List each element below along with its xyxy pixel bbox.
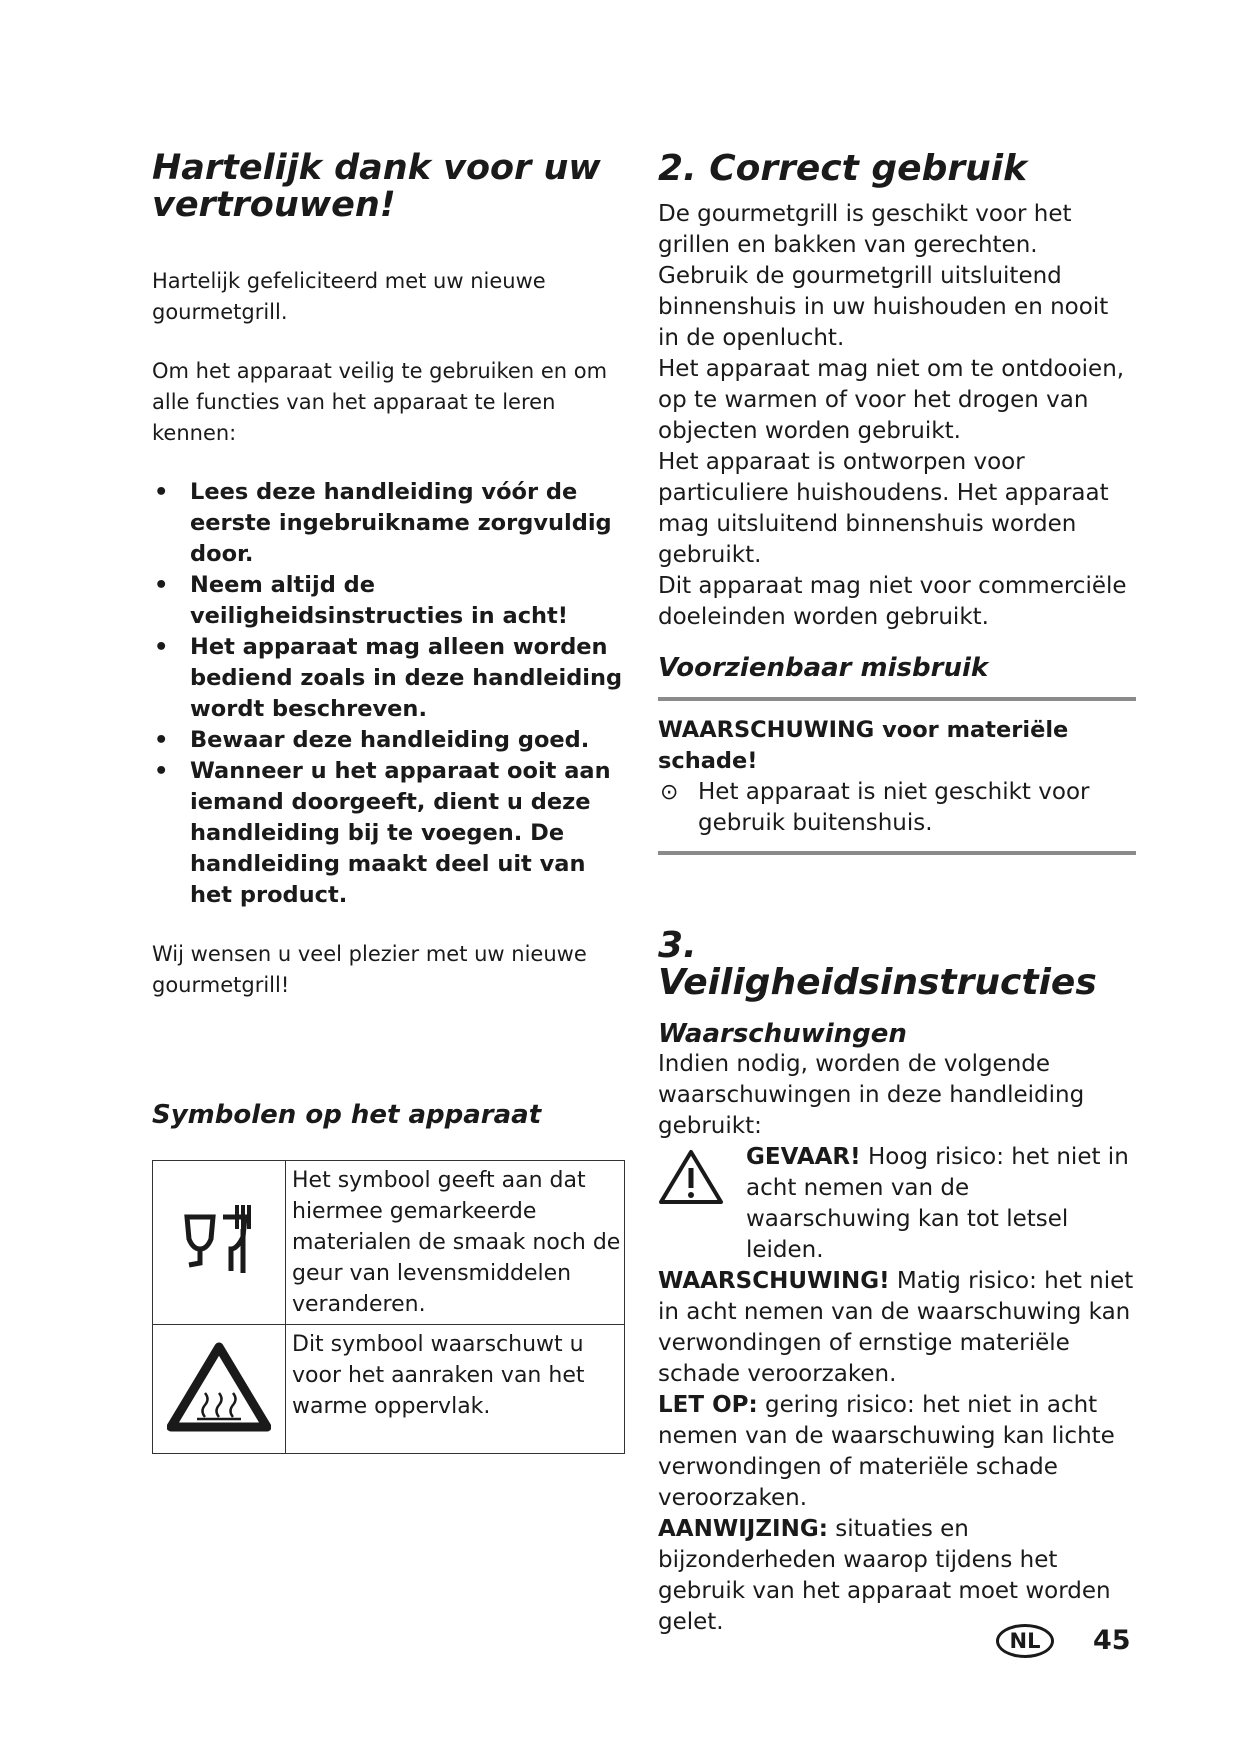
list-item: • Neem altijd de veiligheidsinstructies in acht!	[152, 570, 627, 632]
warnings-intro: Indien nodig, worden de volgende waarschuwingen in deze handleiding gebruikt:	[658, 1051, 1085, 1139]
language-badge: NL	[996, 1624, 1054, 1658]
closing-paragraph: Wij wensen u veel plezier met uw nieuwe gourmetgrill!	[152, 942, 587, 997]
food-safe-icon	[153, 1161, 286, 1325]
right-column	[658, 150, 1136, 1638]
caution-label: LET OP:	[658, 1392, 758, 1418]
misuse-heading: Voorzienbaar misbruik	[658, 653, 989, 683]
note-text: AANWIJZING: situaties en bijzonderheden waarop tijdens het gebruik van het apparaat moet worden gelet.	[658, 1516, 1111, 1635]
paragraph: De gourmetgrill is geschikt voor het grillen en bakken van gerechten.	[658, 201, 1072, 258]
intro-paragraph: Hartelijk gefeliciteerd met uw nieuwe gourmetgrill.	[152, 269, 546, 324]
warning-item	[658, 777, 1136, 839]
paragraph: Het apparaat mag niet om te ontdooien, op te warmen of voor het drogen van objecten worden gebruikt.	[658, 356, 1125, 444]
warning-title: WAARSCHUWING voor materiële schade!	[658, 717, 1069, 774]
section-3-title: 3. Veiligheidsinstructies	[658, 925, 1097, 1003]
danger-text: GEVAAR! Hoog risico: het niet in acht nemen van de waarschuwing kan tot letsel leiden.	[746, 1144, 1129, 1263]
list-item: • Het apparaat mag alleen worden bediend zoals in deze handleiding wordt beschreven.	[152, 632, 627, 725]
warning-label: WAARSCHUWING!	[658, 1268, 890, 1294]
symbols-table	[152, 1160, 625, 1454]
note-label: AANWIJZING:	[658, 1516, 828, 1542]
danger-label: GEVAAR!	[746, 1144, 861, 1170]
section-2-title: 2. Correct gebruik	[658, 148, 1028, 189]
danger-item	[658, 1142, 1136, 1266]
paragraph: Het apparaat is ontworpen voor particuliere huishoudens. Het apparaat mag uitsluitend binnenshuis worden gebruikt.	[658, 449, 1109, 568]
page-number: 45	[1093, 1625, 1131, 1656]
left-column	[152, 150, 627, 1001]
caution-text: LET OP: gering risico: het niet in acht nemen van de waarschuwing kan lichte verwondingen of materiële schade veroorzaken.	[658, 1392, 1115, 1511]
divider	[658, 851, 1136, 855]
symbol-description: Dit symbool waarschuwt u voor het aanraken van het warme oppervlak.	[286, 1325, 625, 1454]
symbol-description: Het symbool geeft aan dat hiermee gemarkeerde materialen de smaak noch de geur van levensmiddelen veranderen.	[286, 1161, 625, 1325]
table-row	[153, 1161, 625, 1325]
intro-paragraph-2: Om het apparaat veilig te gebruiken en om alle functies van het apparaat te leren kennen:	[152, 359, 608, 445]
circle-dot-icon: ⊙	[660, 780, 679, 805]
instruction-list	[152, 477, 627, 911]
warning-level-text: WAARSCHUWING! Matig risico: het niet in acht nemen van de waarschuwing kan verwondingen of ernstige materiële schade veroorzaken.	[658, 1268, 1134, 1387]
page-title: Hartelijk dank voor uw vertrouwen!	[152, 148, 601, 225]
divider	[658, 697, 1136, 701]
warning-text: Het apparaat is niet geschikt voor gebruik buitenshuis.	[698, 779, 1090, 836]
table-row	[153, 1325, 625, 1454]
warnings-heading: Waarschuwingen	[658, 1019, 907, 1049]
list-item: • Wanneer u het apparaat ooit aan iemand doorgeeft, dient u deze handleiding bij te voegen. De handleiding maakt deel uit van het product.	[152, 756, 627, 911]
hot-surface-icon	[153, 1325, 286, 1454]
warning-triangle-icon	[658, 1148, 724, 1206]
section-2-body	[658, 199, 1136, 633]
paragraph: Dit apparaat mag niet voor commerciële doeleinden worden gebruikt.	[658, 573, 1127, 630]
paragraph: Gebruik de gourmetgrill uitsluitend binnenshuis in uw huishouden en nooit in de openlucht.	[658, 263, 1109, 351]
list-item: • Lees deze handleiding vóór de eerste ingebruikname zorgvuldig door.	[152, 477, 627, 570]
list-item: • Bewaar deze handleiding goed.	[152, 725, 627, 756]
symbols-heading: Symbolen op het apparaat	[152, 1100, 542, 1130]
